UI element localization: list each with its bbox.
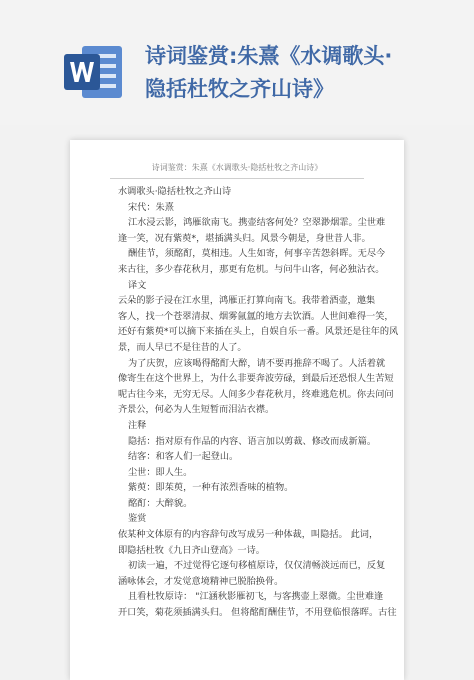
document-line: 逢一笑，况有紫萸*，堪插满头归。风景今朝是，身世昔人非。 bbox=[118, 232, 371, 244]
document-line: 还好有紫萸*可以摘下来插在头上，自娱自乐一番。风景还是往年的风 bbox=[118, 326, 399, 338]
document-line: 客人，找一个苍翠清叔、烟雾氤氲的地方去饮酒。人世间难得一笑， bbox=[118, 310, 394, 322]
document-line: 云朵的影子浸在江水里，鸿雁正打算向南飞。我带着酒壶，邀集 bbox=[118, 295, 376, 307]
document-line: 江水浸云影，鸿雁欲南飞。携壶结客何处？空翠渺烟霏。尘世难 bbox=[128, 217, 386, 229]
word-icon bbox=[62, 40, 126, 104]
document-line: 紫萸：即茱萸，一种有浓烈香味的植物。 bbox=[128, 482, 294, 494]
document-line: 结客：和客人们一起登山。 bbox=[128, 451, 239, 463]
document-line: 尘世：即人生。 bbox=[128, 466, 193, 478]
document-line: 且看杜牧原诗： "江涵秋影雁初飞，与客携壶上翠微。尘世难逢 bbox=[128, 591, 384, 603]
document-line: 注释 bbox=[128, 419, 147, 431]
document-line: 为了庆贺，应该喝得酩酊大醉，请不要再推辞不喝了。人活着就 bbox=[128, 357, 386, 369]
document-line: 酩酊：大醉貌。 bbox=[128, 497, 193, 509]
running-header: 诗词鉴赏：朱熹《水调歌头·隐括杜牧之齐山诗》 bbox=[151, 163, 323, 172]
document-line: 初读一遍，不过觉得它逐句移植原诗，仅仅清畅淡远而已，反复 bbox=[128, 560, 386, 572]
document-line: 译文 bbox=[128, 279, 147, 291]
document-line: 像寄生在这个世界上，为什么非要奔波劳碌，到最后还恐恨人生苦短 bbox=[118, 373, 394, 385]
document-line: 鉴赏 bbox=[128, 513, 147, 525]
document-line: 宋代：朱熹 bbox=[128, 201, 174, 213]
header-divider bbox=[110, 178, 364, 179]
page-title bbox=[145, 40, 465, 106]
document-line: 即隐括杜牧《九日齐山登高》一诗。 bbox=[118, 544, 265, 556]
title-line-1: 诗词鉴赏:朱熹《水调歌头· bbox=[145, 44, 393, 68]
document-line: 齐景公，何必为人生短暂而泪沾衣襟。 bbox=[118, 404, 275, 416]
document-line: 开口笑，菊花须插满头归。 但将酩酊酬佳节，不用登临恨落晖。古往 bbox=[118, 607, 397, 619]
document-line: 呢古往今来，无穷无尽。人间多少春花秋月，终难逃危机。你去问问 bbox=[118, 388, 394, 400]
document-line: 来古往，多少春花秋月，那更有危机。与问牛山客，何必独沾衣。 bbox=[118, 263, 385, 275]
document-line: 隐括：指对原有作品的内容、语言加以剪裁、修改而成新篇。 bbox=[128, 435, 377, 447]
title-line-2: 隐括杜牧之齐山诗》 bbox=[145, 77, 334, 101]
document-line: 涵咏体会，才发觉意境精神已脱胎换骨。 bbox=[118, 575, 284, 587]
document-line: 景，而人早已不是往昔的人了。 bbox=[118, 341, 247, 353]
page-header bbox=[0, 0, 474, 125]
document-line: 依某种文体原有的内容辞句改写成另一种体裁，叫隐括。 此词， bbox=[118, 529, 379, 541]
document-line: 酬佳节，须酩酊，莫相违。人生如寄，何事辛苦怨斜晖。无尽今 bbox=[128, 248, 386, 260]
document-line: 水调歌头·隐括杜牧之齐山诗 bbox=[118, 186, 232, 197]
document-body bbox=[118, 184, 399, 621]
document-page bbox=[70, 140, 404, 680]
